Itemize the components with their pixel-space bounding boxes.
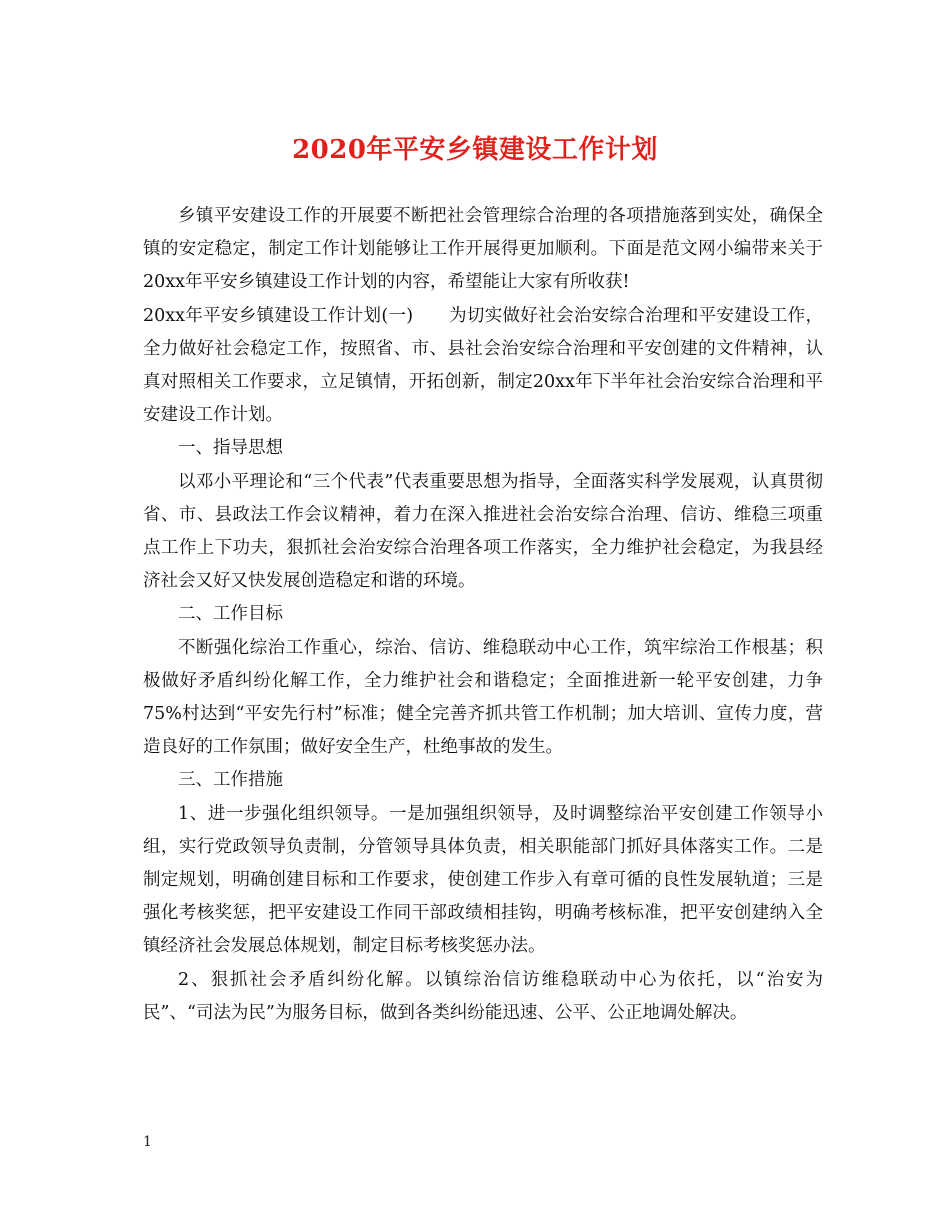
heading-work-measures: 三、工作措施: [178, 770, 283, 791]
paragraph-measure-one: 1、进一步强化组织领导。一是加强组织领导，及时调整综治平安创建工作领导小组，实行党政领导负责制，分管领导具体负责，相关职能部门抓好具体落实工作。二是制定规划，明确创建目标和工作要求，使创建工作步入有章可循的良性发展轨道；三是强化考核奖惩，把平安建设工作同干部政绩相挂钩，明确考核标准，把平安创建纳入全镇经济社会发展总体规划，制定目标考核奖惩办法。: [143, 803, 823, 957]
paragraph-measure-two: 2、狠抓社会矛盾纠纷化解。以镇综治信访维稳联动中心为依托，以“治安为民”、“司法为民”为服务目标，做到各类纠纷能迅速、公平、公正地调处解决。: [143, 969, 823, 1023]
heading-guiding-ideology: 一、指导思想: [178, 438, 283, 459]
document-body: [143, 200, 823, 1030]
paragraph-guiding-ideology: 以邓小平理论和“三个代表”代表重要思想为指导，全面落实科学发展观，认真贯彻省、市、县政法工作会议精神，着力在深入推进社会治安综合治理、信访、维稳三项重点工作上下功夫，狠抓社会治安综合治理各项工作落实，全力维护社会稳定，为我县经济社会又好又快发展创造稳定和谐的环境。: [143, 471, 823, 592]
paragraph-intro: 乡镇平安建设工作的开展要不断把社会管理综合治理的各项措施落到实处，确保全镇的安定稳定，制定工作计划能够让工作开展得更加顺利。下面是范文网小编带来关于20xx年平安乡镇建设工作计划的内容，希望能让大家有所收获!: [143, 206, 823, 293]
document-title: 2020年平安乡镇建设工作计划: [292, 135, 658, 165]
paragraph-work-goals: 不断强化综治工作重心，综治、信访、维稳联动中心工作，筑牢综治工作根基；积极做好矛盾纠纷化解工作，全力维护社会和谐稳定；全面推进新一轮平安创建，力争75%村达到“平安先行村”标准；健全完善齐抓共管工作机制；加大培训、宣传力度，营造良好的工作氛围；做好安全生产，杜绝事故的发生。: [143, 637, 823, 758]
heading-work-goals: 二、工作目标: [178, 604, 283, 625]
page-number: 1: [143, 1134, 152, 1150]
paragraph-plan-one: 20xx年平安乡镇建设工作计划(一) 为切实做好社会治安综合治理和平安建设工作，全力做好社会稳定工作，按照省、市、县社会治安综合治理和平安创建的文件精神，认真对照相关工作要求，立足镇情，开拓创新，制定20xx年下半年社会治安综合治理和平安建设工作计划。: [143, 305, 823, 426]
